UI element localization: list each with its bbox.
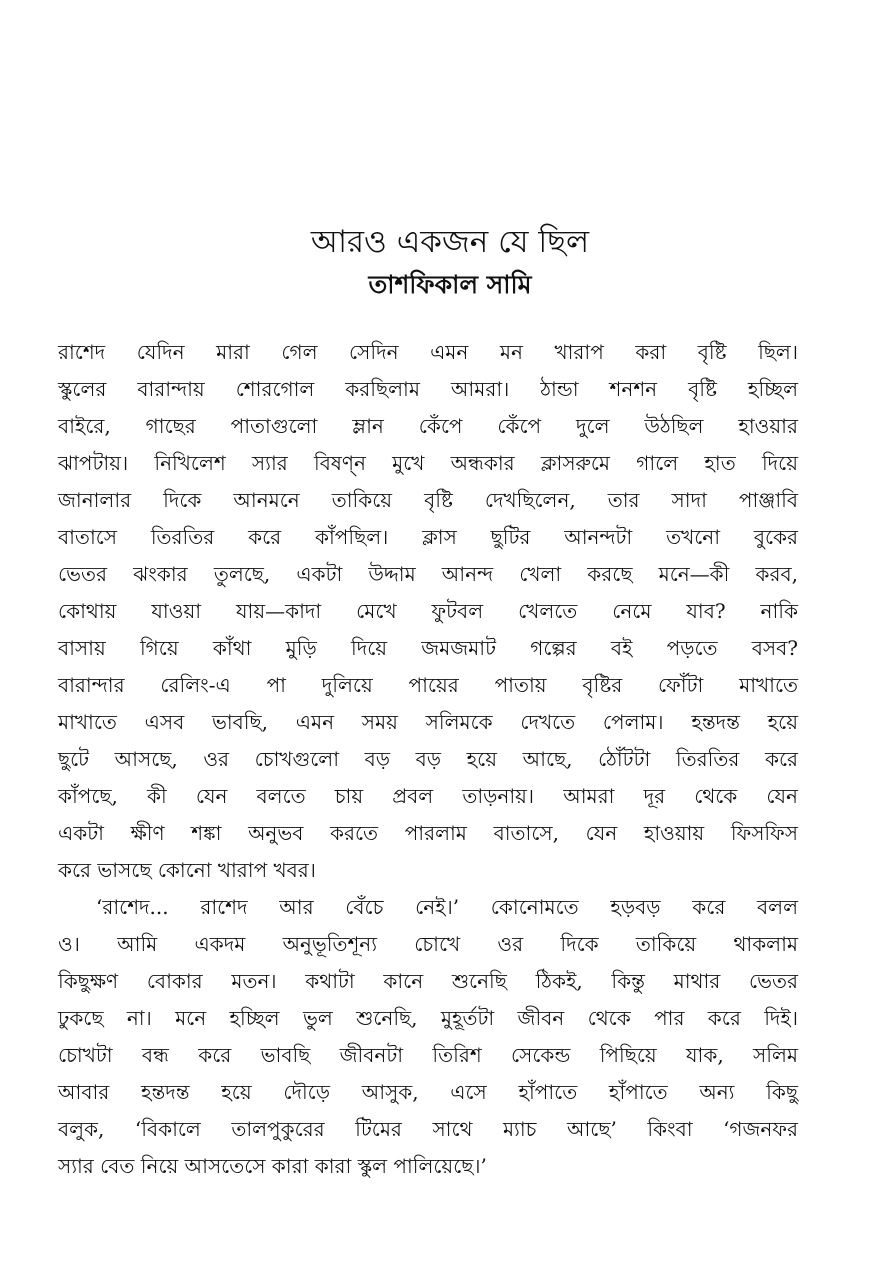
text-line: চোখটা বন্ধ করে ভাবছি জীবনটা তিরিশ সেকেন্ড পিছিয়ে যাক, সলিম	[58, 1043, 798, 1067]
text-line: ‘রাশেদ... রাশেদ আর বেঁচে নেই।’ কোনোমতে হড়বড় করে বলল	[96, 895, 798, 919]
text-line: বলুক, ‘বিকালে তালপুকুরের টিমের সাথে ম্যাচ আছে’ কিংবা ‘গজনফর	[58, 1117, 798, 1141]
text-line: মাখাতে এসব ভাবছি, এমন সময় সলিমকে দেখতে পেলাম। হন্তদন্ত হয়ে	[58, 710, 798, 734]
text-line: ঝাপটায়। নিখিলেশ স্যার বিষণ্ন মুখে অন্ধকার ক্লাসরুমে গালে হাত দিয়ে	[58, 451, 798, 475]
text-line: বারান্দার রেলিং-এ পা দুলিয়ে পায়ের পাতায় বৃষ্টির ফোঁটা মাখাতে	[58, 673, 798, 697]
text-line: বাতাসে তিরতির করে কাঁপছিল। ক্লাস ছুটির আনন্দটা তখনো বুকের	[58, 525, 798, 549]
text-line: বাসায় গিয়ে কাঁথা মুড়ি দিয়ে জমজমাট গল্পের বই পড়তে বসব?	[58, 636, 798, 660]
text-line: স্কুলের বারান্দায় শোরগোল করছিলাম আমরা। ঠান্ডা শনশন বৃষ্টি হচ্ছিল	[58, 377, 798, 401]
text-line: ভেতর ঝংকার তুলছে, একটা উদ্দাম আনন্দ খেলা করছে মনে—কী করব,	[58, 562, 798, 586]
text-line: ঢুকছে না। মনে হচ্ছিল ভুল শুনেছি, মুহূর্তটা জীবন থেকে পার করে দিই।	[58, 1006, 798, 1030]
paragraph	[58, 334, 798, 889]
text-line: ছুটে আসছে, ওর চোখগুলো বড় বড় হয়ে আছে, ঠোঁটটা তিরতির করে	[58, 747, 798, 771]
paragraph	[58, 889, 798, 1185]
text-line: বাইরে, গাছের পাতাগুলো ম্লান কেঁপে কেঁপে দুলে উঠছিল হাওয়ার	[58, 414, 798, 438]
text-line: রাশেদ যেদিন মারা গেল সেদিন এমন মন খারাপ করা বৃষ্টি ছিল।	[58, 340, 798, 364]
text-line: ও। আমি একদম অনুভূতিশূন্য চোখে ওর দিকে তাকিয়ে থাকলাম	[58, 932, 798, 956]
text-line: আবার হন্তদন্ত হয়ে দৌড়ে আসুক, এসে হাঁপাতে হাঁপাতে অন্য কিছু	[58, 1080, 798, 1104]
text-line: কিছুক্ষণ বোকার মতন। কথাটা কানে শুনেছি ঠিকই, কিন্তু মাথার ভেতর	[58, 969, 798, 993]
author-name: তাশফিকাল সামি	[368, 270, 532, 299]
text-line: একটা ক্ষীণ শঙ্কা অনুভব করতে পারলাম বাতাসে, যেন হাওয়ায় ফিসফিস	[58, 821, 798, 845]
text-line: স্যার বেত নিয়ে আসতেসে কারা কারা স্কুল পালিয়েছে।’	[58, 1154, 487, 1178]
story-body	[58, 334, 798, 1185]
text-line: কাঁপছে, কী যেন বলতে চায় প্রবল তাড়নায়। আমরা দূর থেকে যেন	[58, 784, 798, 808]
text-line: করে ভাসছে কোনো খারাপ খবর।	[58, 858, 316, 882]
text-line: কোথায় যাওয়া যায়—কাদা মেখে ফুটবল খেলতে নেমে যাব? নাকি	[58, 599, 798, 623]
text-line: জানালার দিকে আনমনে তাকিয়ে বৃষ্টি দেখছিলেন, তার সাদা পাঞ্জাবি	[58, 488, 798, 512]
story-title: আরও একজন যে ছিল	[310, 224, 590, 260]
